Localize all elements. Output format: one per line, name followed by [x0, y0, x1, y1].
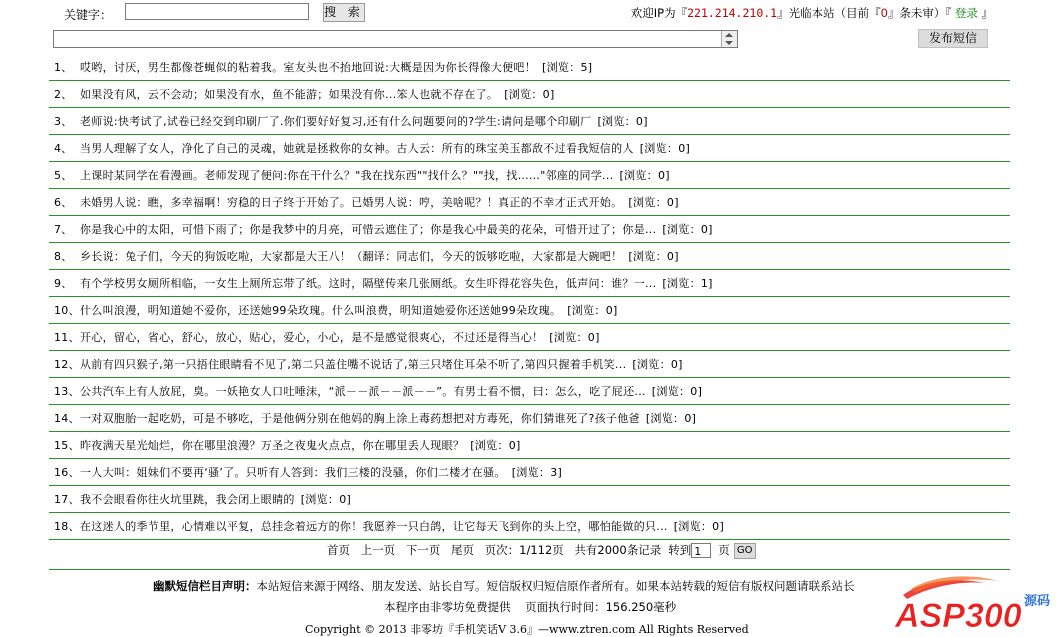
view-count: [浏览：0]	[645, 412, 697, 425]
copyright: Copyright © 2013 非零坊『手机笑话V 3.6』—www.ztren.com All Rights Reserved	[305, 623, 749, 636]
message-number: 2、	[54, 88, 73, 101]
view-count: [浏览：0]	[651, 385, 703, 398]
welcome-suffix: 』条未审）『	[887, 6, 955, 20]
message-link[interactable]: 我不会眼看你往火坑里跳，我会闭上眼睛的	[80, 493, 295, 506]
message-link[interactable]: 未婚男人说：瞧，多幸福啊！穷稳的日子终于开始了。已婚男人说：哼，美啥呢？！真正的不幸才正式开始。	[80, 196, 623, 209]
message-number: 11、	[54, 331, 80, 344]
message-link[interactable]: 昨夜满天星光灿烂，你在哪里浪漫？万圣之夜鬼火点点，你在哪里丢人现眼？	[80, 439, 465, 452]
view-count: [浏览：3]	[511, 466, 563, 479]
view-count: [浏览：0]	[567, 304, 618, 317]
go-button[interactable]: GO	[734, 543, 756, 559]
pending-count: 0	[880, 6, 888, 20]
message-link[interactable]: 哎哟，讨厌，男生都像苍蝇似的粘着我。室友头也不抬地回说:大概是因为你长得像大便吧！	[80, 61, 537, 74]
message-number: 8、	[54, 250, 73, 263]
message-link[interactable]: 公共汽车上有人放屁，臭。一妖艳女人口吐唾沫，“派－－派－－派－－”。有男士看不惯，曰：怎么，吃了屁还...	[80, 385, 646, 398]
disclaimer-title: 幽默短信栏目声明：	[153, 579, 257, 593]
prev-page-link[interactable]: 上一页	[360, 543, 396, 557]
welcome-end: 』	[977, 6, 993, 20]
view-count: [浏览：0]	[619, 169, 670, 182]
welcome-prefix: 欢迎IP为『	[630, 6, 688, 20]
provider-info: 本程序由非零坊免费提供 页面执行时间：156.250毫秒	[384, 600, 677, 614]
scroll-down-icon[interactable]	[725, 41, 733, 45]
view-count: [浏览：0]	[549, 331, 600, 344]
page-indicator: 页次：1/112页	[484, 543, 564, 557]
goto-label: 转到	[668, 543, 692, 557]
message-number: 1、	[54, 61, 73, 74]
message-number: 7、	[54, 223, 73, 236]
message-row	[49, 513, 1010, 540]
message-row	[49, 324, 1010, 351]
keyword-label: 关键字：	[64, 8, 113, 22]
message-link[interactable]: 从前有四只猴子,第一只捂住眼睛看不见了,第二只盖住嘴不说话了,第三只堵住耳朵不听了,第四只握着手机笑...	[80, 358, 627, 371]
last-page-link[interactable]: 尾页	[450, 543, 474, 557]
message-link[interactable]: 有个学校男女厕所相临，一女生上厕所忘带了纸。这时，隔壁传来几张厕纸。女生吓得花容失色，低声问：谁？一...	[80, 277, 657, 290]
message-link[interactable]: 开心，留心，省心，舒心，放心，贴心，爱心，小心，是不是感觉很爽心，不过还是得当心！	[80, 331, 544, 344]
message-link[interactable]: 在这迷人的季节里，心情难以平复，总挂念着远方的你！我愿养一只白鸽，让它每天飞到你的头上空，哪怕能做的只...	[80, 520, 668, 533]
message-link[interactable]: 当男人理解了女人，净化了自己的灵魂，她就是拯救你的女神。古人云：所有的珠宝美玉都敌不过看我短信的人	[80, 142, 634, 155]
message-link[interactable]: 乡长说：兔子们，今天的狗饭吃啦，大家都是大王八！（翻译：同志们，今天的饭够吃啦，大家都是大碗吧！	[80, 250, 623, 263]
total-records: 共有2000条记录	[574, 543, 662, 557]
scroll-up-icon[interactable]	[725, 33, 733, 37]
page-unit-label: 页	[718, 543, 730, 557]
compose-scrollbar[interactable]	[721, 31, 737, 47]
message-number: 6、	[54, 196, 73, 209]
next-page-link[interactable]: 下一页	[405, 543, 441, 557]
message-row	[49, 54, 1010, 81]
message-row	[49, 270, 1010, 297]
view-count: [浏览：0]	[673, 520, 725, 533]
message-row	[49, 81, 1010, 108]
message-row	[49, 432, 1010, 459]
message-list	[49, 54, 1010, 540]
message-number: 4、	[54, 142, 73, 155]
message-row	[49, 459, 1010, 486]
message-number: 14、	[54, 412, 80, 425]
page-number-input[interactable]: 1	[691, 543, 711, 558]
message-number: 13、	[54, 385, 80, 398]
asp300-logo	[893, 575, 1063, 636]
logo-text: ASP300	[895, 597, 1022, 635]
message-compose-input[interactable]	[53, 30, 738, 48]
message-number: 10、	[54, 304, 80, 317]
message-link[interactable]: 上课时某同学在看漫画。老师发现了便问:你在干什么？"我在找东西""找什么？""找，找……"邻座的同学...	[80, 169, 614, 182]
message-row	[49, 243, 1010, 270]
message-number: 3、	[54, 115, 73, 128]
search-button[interactable]: 搜 索	[323, 3, 365, 22]
view-count: [浏览：0]	[597, 115, 648, 128]
message-row	[49, 162, 1010, 189]
welcome-mid: 』光临本站（目前『	[777, 6, 881, 20]
message-row	[49, 351, 1010, 378]
message-number: 12、	[54, 358, 80, 371]
view-count: [浏览：0]	[662, 223, 713, 236]
first-page-link[interactable]: 首页	[327, 543, 350, 557]
message-row	[49, 297, 1010, 324]
message-link[interactable]: 一对双胞胎一起吃奶，可是不够吃，于是他俩分别在他妈的胸上涂上毒药想把对方毒死，你们猜谁死了?孩子他爸	[80, 412, 640, 425]
message-number: 16、	[54, 466, 80, 479]
view-count: [浏览：0]	[639, 142, 691, 155]
view-count: [浏览：0]	[504, 88, 555, 101]
message-link[interactable]: 一人大叫：姐妹们不要再‘骚’了。只听有人答到：我们三楼的没骚，你们二楼才在骚。	[80, 466, 506, 479]
message-row	[49, 378, 1010, 405]
view-count: [浏览：0]	[628, 250, 679, 263]
message-number: 5、	[54, 169, 73, 182]
message-row	[49, 108, 1010, 135]
view-count: [浏览：0]	[470, 439, 521, 452]
message-number: 15、	[54, 439, 80, 452]
keyword-search-input[interactable]	[125, 3, 309, 20]
message-row	[49, 135, 1010, 162]
view-count: [浏览：1]	[662, 277, 713, 290]
message-row	[49, 486, 1010, 513]
login-link[interactable]: 登录	[954, 6, 978, 20]
disclaimer-text: 本站短信来源于网络、朋友发送、站长自写。短信版权归短信原作者所有。如果本站转载的短信有版权问题请联系站长	[256, 579, 855, 593]
message-number: 17、	[54, 493, 80, 506]
message-link[interactable]: 老师说:快考试了,试卷已经交到印刷厂了.你们要好好复习,还有什么问题要问的?学生:请问是哪个印刷厂	[80, 115, 592, 128]
message-number: 9、	[54, 277, 73, 290]
welcome-banner	[631, 5, 993, 21]
message-number: 18、	[54, 520, 80, 533]
view-count: [浏览：0]	[628, 196, 679, 209]
message-link[interactable]: 你是我心中的太阳，可惜下雨了；你是我梦中的月亮，可惜云遮住了；你是我心中最美的花朵，可惜开过了；你是...	[80, 223, 657, 236]
message-link[interactable]: 如果没有风，云不会动；如果没有水，鱼不能游；如果没有你...笨人也就不存在了。	[80, 88, 499, 101]
message-row	[49, 405, 1010, 432]
view-count: [浏览：0]	[632, 358, 683, 371]
publish-message-button[interactable]: 发布短信	[918, 29, 988, 48]
logo-suffix: 源码	[1024, 594, 1051, 609]
view-count: [浏览：5]	[542, 61, 593, 74]
disclaimer	[153, 578, 889, 594]
message-row	[49, 216, 1010, 243]
view-count: [浏览：0]	[300, 493, 352, 506]
message-link[interactable]: 什么叫浪漫，明知道她不爱你，还送她99朵玫瑰。什么叫浪费，明知道她爱你还送她99朵玫瑰。	[80, 304, 562, 317]
visitor-ip: 221.214.210.1	[687, 6, 778, 20]
pagination	[327, 542, 763, 559]
footer-divider	[49, 569, 1010, 570]
message-row	[49, 189, 1010, 216]
